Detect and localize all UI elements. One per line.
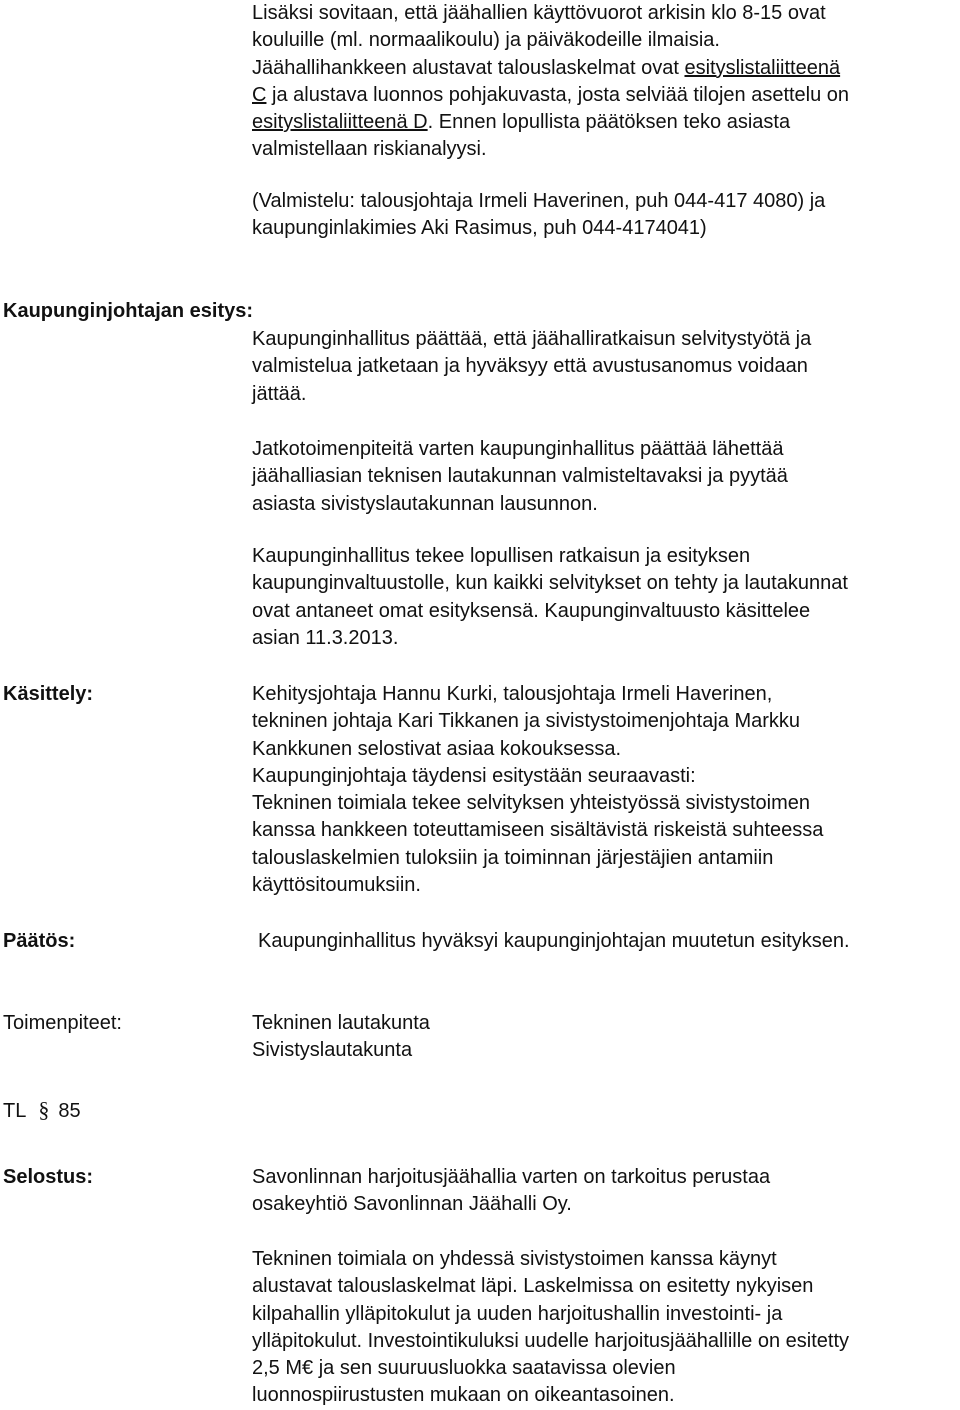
esitys-p3-line-3: ovat antaneet omat esityksensä. Kaupunginvaltuusto käsittelee	[252, 599, 811, 622]
selostus-p2-line-2: alustavat talouslaskelmat läpi. Laskelmissa on esitetty nykyisen	[252, 1275, 814, 1298]
kasittely-line-2: tekninen johtaja Kari Tikkanen ja sivistystoimenjohtaja Markku	[252, 710, 801, 733]
kasittely-line-5: Tekninen toimiala tekee selvityksen yhteistyössä sivistystoimen	[252, 792, 811, 815]
toimenpiteet-item-1: Tekninen lautakunta	[252, 1012, 430, 1034]
selostus-p2-line-5: 2,5 M€ ja sen suuruusluokka saatavissa olevien	[252, 1357, 676, 1380]
intro-line-3	[252, 55, 849, 82]
intro-paragraph	[252, 0, 849, 164]
selostus-paragraph-2	[252, 1246, 849, 1410]
esitys-p2-line-3: asiasta sivistyslautakunnan lausunnon.	[252, 492, 598, 515]
selostus-label: Selostus:	[3, 1166, 94, 1188]
attachment-d-link[interactable]: esityslistaliitteenä D	[252, 111, 428, 134]
valmistelu-paragraph	[252, 188, 825, 243]
intro-line-3-text: Jäähallihankkeen alustavat talouslaskelmat ovat	[252, 56, 685, 79]
toimenpiteet-label: Toimenpiteet:	[3, 1012, 122, 1034]
paatos-text: Kaupunginhallitus hyväksyi kaupunginjohtajan muutetun esityksen.	[258, 930, 850, 952]
intro-line-1: Lisäksi sovitaan, että jäähallien käyttövuorot arkisin klo 8-15 ovat	[252, 2, 826, 24]
esitys-p1-line-2: valmistelua jatketaan ja hyväksyy että avustusanomus voidaan	[252, 355, 808, 378]
valmistelu-line-1: (Valmistelu: talousjohtaja Irmeli Haverinen, puh 044-417 4080) ja	[252, 190, 826, 212]
esitys-p3-line-4: asian 11.3.2013.	[252, 626, 399, 649]
selostus-p2-line-6: luonnospiirustusten mukaan on oikeantasoinen.	[252, 1384, 675, 1407]
kasittely-line-3: Kankkunen selostivat asiaa kokouksessa.	[252, 737, 622, 760]
section-sign: §	[38, 1097, 50, 1122]
kasittely-line-6: kanssa hankkeen toteuttamiseen sisältävistä riskeistä suhteessa	[252, 819, 824, 842]
esitys-paragraph-3	[252, 543, 848, 652]
toimenpiteet-item-2: Sivistyslautakunta	[252, 1039, 413, 1062]
kasittely-paragraph	[252, 681, 823, 899]
section-number: 85	[58, 1100, 81, 1122]
intro-line-4	[252, 82, 849, 109]
intro-line-4-text: ja alustava luonnos pohjakuvasta, josta selviää tilojen asettelu on	[266, 83, 850, 106]
esitys-paragraph-1	[252, 326, 811, 408]
kasittely-line-8: käyttösitoumuksiin.	[252, 874, 421, 897]
selostus-paragraph-1	[252, 1164, 770, 1219]
intro-line-2: kouluille (ml. normaalikoulu) ja päiväkodeille ilmaisia.	[252, 29, 720, 52]
esitys-label: Kaupunginjohtajan esitys:	[3, 300, 254, 322]
esitys-p1-line-3: jättää.	[252, 382, 307, 405]
intro-line-5	[252, 109, 849, 136]
intro-line-6: valmistellaan riskianalyysi.	[252, 138, 487, 161]
esitys-p3-line-1: Kaupunginhallitus tekee lopullisen ratkaisun ja esityksen	[252, 545, 751, 567]
esitys-p1-line-1: Kaupunginhallitus päättää, että jäähalliratkaisun selvitystyötä ja	[252, 328, 812, 350]
attachment-c-letter-link[interactable]: C	[252, 83, 267, 106]
kasittely-line-1: Kehitysjohtaja Hannu Kurki, talousjohtaja Irmeli Haverinen,	[252, 683, 773, 705]
paatos-label: Päätös:	[3, 930, 76, 952]
intro-line-5-text: . Ennen lopullista päätöksen teko asiasta	[427, 111, 791, 134]
selostus-p2-line-1: Tekninen toimiala on yhdessä sivistystoimen kanssa käynyt	[252, 1248, 777, 1270]
section-heading	[3, 1096, 81, 1125]
section-prefix: TL	[3, 1100, 27, 1122]
toimenpiteet-list	[252, 1010, 430, 1065]
selostus-p1-line-2: osakeyhtiö Savonlinnan Jäähalli Oy.	[252, 1193, 572, 1216]
esitys-p2-line-2: jäähalliasian teknisen lautakunnan valmisteltavaksi ja pyytää	[252, 465, 788, 488]
kasittely-line-4: Kaupunginjohtaja täydensi esitystään seuraavasti:	[252, 764, 696, 787]
kasittely-line-7: talouslaskelmien tuloksiin ja toiminnan järjestäjien antamiin	[252, 846, 774, 869]
esitys-p2-line-1: Jatkotoimenpiteitä varten kaupunginhallitus päättää lähettää	[252, 438, 784, 460]
selostus-p2-line-3: kilpahallin ylläpitokulut ja uuden harjoitushallin investointi- ja	[252, 1302, 783, 1325]
esitys-p3-line-2: kaupunginvaltuustolle, kun kaikki selvitykset on tehty ja lautakunnat	[252, 572, 848, 595]
kasittely-label: Käsittely:	[3, 683, 94, 705]
attachment-c-link[interactable]: esityslistaliitteenä	[684, 56, 841, 79]
selostus-p2-line-4: ylläpitokulut. Investointikuluksi uudelle harjoitusjäähallille on esitetty	[252, 1329, 850, 1352]
selostus-p1-line-1: Savonlinnan harjoitusjäähallia varten on tarkoitus perustaa	[252, 1166, 771, 1188]
esitys-paragraph-2	[252, 436, 788, 518]
valmistelu-line-2: kaupunginlakimies Aki Rasimus, puh 044-4174041)	[252, 217, 707, 240]
